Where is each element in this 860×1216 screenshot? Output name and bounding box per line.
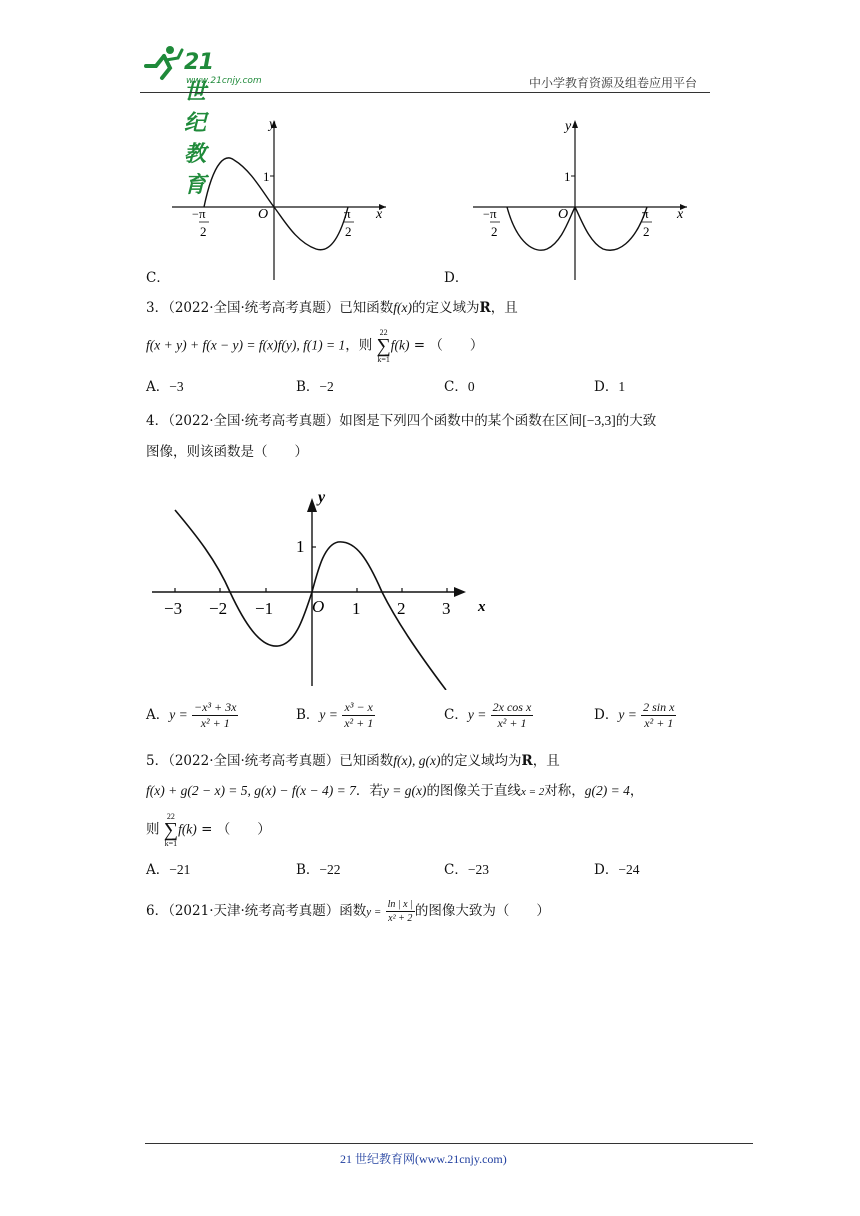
y-label: y [269,117,276,132]
svg-text:2: 2 [345,224,352,239]
svg-text:3: 3 [442,599,451,618]
svg-text:π: π [490,206,497,221]
svg-text:x: x [478,599,486,615]
svg-text:−2: −2 [209,599,228,618]
graph-d [467,114,697,284]
svg-text:π: π [642,206,649,221]
svg-text:−1: −1 [255,599,274,618]
q4-stem: 4．（2022·全国·统考高考真题）如图是下列四个函数中的某个函数在区间[−3,3]的大致 [146,413,657,429]
svg-text:x: x [677,207,684,222]
svg-text:2: 2 [397,599,406,618]
logo-text: 21世纪教育 [184,50,214,198]
logo-url: www.21cnjy.com [186,76,262,86]
q3-source: （2022·全国·统考高考真题） [168,300,340,316]
curve-c [204,158,348,250]
svg-text:2: 2 [200,224,207,239]
svg-text:1: 1 [296,537,305,556]
graph-c [166,114,396,284]
q6-stem: 6．（2021·天津·统考高考真题）函数y = $\frac{\ln | x |}{\text{x² + 2}}$ 的图像大致为（ ） [146,899,550,924]
tick-one: 1 [263,169,270,184]
svg-text:2: 2 [643,224,650,239]
svg-text:y: y [565,119,572,134]
svg-text:O: O [558,207,569,222]
q3-equation: f(x + y) + f(x − y) = f(x)f(y), f(1) = 1，则 22 ∑ k=1 f(k) = （ ） [146,328,484,364]
q3-option-a[interactable]: A．−3 [146,379,184,395]
svg-text:1: 1 [564,169,571,184]
q5-option-a[interactable]: A．−21 [146,862,191,878]
graph-q4 [146,490,496,690]
q5-sum: 则 22 ∑ k=1 f(k) = （ ） [146,812,271,848]
q5-option-b[interactable]: B．−22 [296,862,341,878]
runner-logo-icon [142,44,186,84]
x-label: x [376,207,383,222]
q4-option-b[interactable]: B．y = $\frac{\text{x³ − x}}{\text{x² + 1}}$ [296,700,374,730]
curve-d [507,207,647,250]
svg-text:−: − [483,207,490,221]
q3-option-b[interactable]: B．−2 [296,379,334,395]
origin-label: O [258,207,269,222]
q4-option-a[interactable]: A．y = $\frac{\text{−x³ + 3x}}{\text{x² + 1}}$ [146,700,237,730]
q5-equation: f(x) + g(2 − x) = 5, g(x) − f(x − 4) = 7．若y = g(x)的图像关于直线x = 2对称，g(2) = 4， [146,783,644,799]
option-c-label: C． [146,270,170,286]
footer-rule [145,1143,753,1144]
svg-text:π: π [199,206,206,221]
svg-text:2: 2 [491,224,498,239]
q3-number: 3． [146,300,169,316]
svg-text:−: − [192,207,199,221]
q4-stem-line2: 图像，则该函数是（ ） [146,444,308,460]
q3-option-d[interactable]: D．1 [594,379,626,395]
footer-text[interactable]: 21 世纪教育网(www.21cnjy.com) [340,1152,507,1166]
q5-option-c[interactable]: C．−23 [444,862,489,878]
header-rule [140,92,710,93]
svg-text:O: O [312,597,325,616]
q3-option-c[interactable]: C．0 [444,379,475,395]
tick-neg3: −3 [164,599,183,618]
svg-text:1: 1 [352,599,361,618]
q5-stem: 5．（2022·全国·统考高考真题）已知函数f(x), g(x)的定义域均为R，且 [146,753,560,769]
q4-option-c[interactable]: C．y = $\frac{\text{2x cos x}}{\text{x² + 1}}$ [444,700,532,730]
option-d-label: D． [444,270,469,286]
svg-text:π: π [344,206,351,221]
sum-symbol: 22 ∑ k=1 [376,328,391,364]
q4-option-d[interactable]: D．y = $\frac{\text{2 sin x}}{\text{x² + 1}}$ [594,700,675,730]
svg-text:y: y [318,490,326,506]
platform-name: 中小学教育资源及组卷应用平台 [529,76,698,90]
q3-stem: 3．（2022·全国·统考高考真题）已知函数f(x)的定义域为R，且 [146,300,518,316]
q5-option-d[interactable]: D．−24 [594,862,640,878]
